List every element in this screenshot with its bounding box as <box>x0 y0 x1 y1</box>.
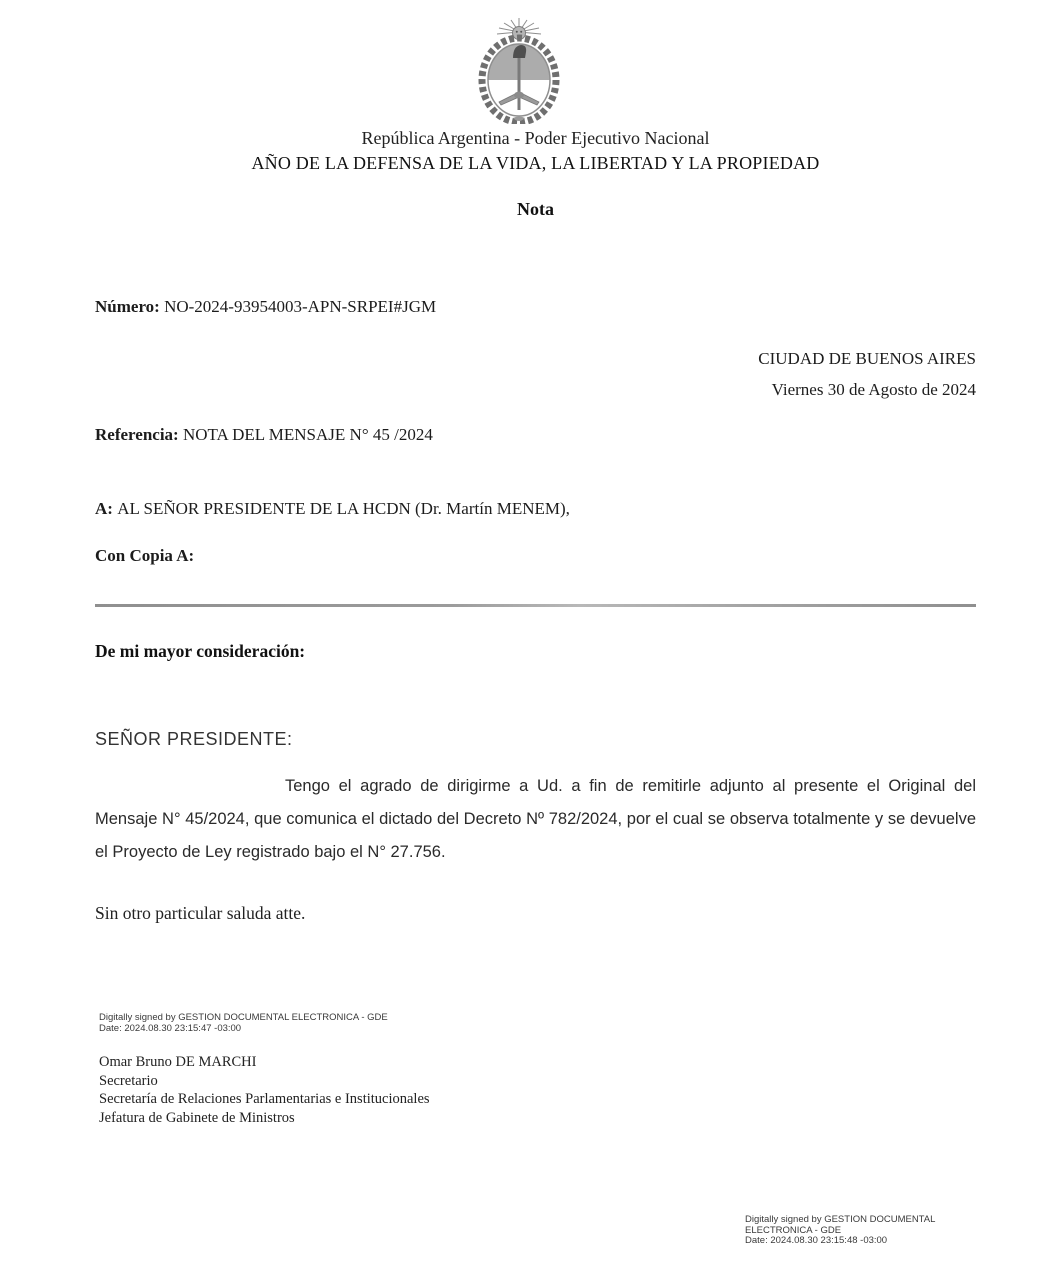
horizontal-divider <box>95 604 976 607</box>
number-row <box>95 297 976 317</box>
body-paragraph: Tengo el agrado de dirigirme a Ud. a fin de remitirle adjunto al presente el Original del Mensaje N° 45/2024, que comunica el dictado del Decreto Nº 782/2024, por el cual se observa totalmente y se devuelve el Proyecto de Ley registrado bajo el N° 27.756. <box>95 777 976 861</box>
signer-title: Secretario <box>99 1072 158 1089</box>
header-year-line: AÑO DE LA DEFENSA DE LA VIDA, LA LIBERTAD Y LA PROPIEDAD <box>251 153 820 173</box>
city-line: CIUDAD DE BUENOS AIRES <box>758 349 976 368</box>
signer-office: Secretaría de Relaciones Parlamentarias e Institucionales <box>99 1091 430 1107</box>
number-label: Número: <box>95 297 165 316</box>
addressee-heading: SEÑOR PRESIDENTE: <box>95 729 293 749</box>
addressee-row <box>95 499 976 519</box>
signer-department: Jefatura de Gabinete de Ministros <box>99 1109 295 1126</box>
reference-label: Referencia: <box>95 425 183 444</box>
argentina-coat-of-arms-icon <box>455 18 583 129</box>
signer-block <box>99 1053 430 1127</box>
header-org-line: República Argentina - Poder Ejecutivo Nacional <box>361 128 710 148</box>
document-type-title: Nota <box>517 199 554 219</box>
number-value: NO-2024-93954003-APN-SRPEI#JGM <box>164 297 437 316</box>
salutation: De mi mayor consideración: <box>95 641 306 661</box>
footer-signature-line3: Date: 2024.08.30 23:15:48 -03:00 <box>745 1235 888 1246</box>
to-value: AL SEÑOR PRESIDENTE DE LA HCDN (Dr. Martín MENEM), <box>117 499 570 518</box>
digital-signature-line1: Digitally signed by GESTION DOCUMENTAL ELECTRONICA - GDE <box>99 1012 388 1023</box>
footer-signature-line2: ELECTRONICA - GDE <box>745 1224 842 1236</box>
signer-name: Omar Bruno DE MARCHI <box>99 1054 257 1070</box>
digital-signature-stamp <box>99 1012 388 1034</box>
footer-digital-signature-stamp <box>745 1215 935 1247</box>
reference-row <box>95 425 976 445</box>
cc-label: Con Copia A: <box>95 546 195 565</box>
digital-signature-line2: Date: 2024.08.30 23:15:47 -03:00 <box>99 1023 242 1034</box>
footer-signature-line1: Digitally signed by GESTION DOCUMENTAL <box>745 1214 936 1225</box>
date-line: Viernes 30 de Agosto de 2024 <box>771 380 976 399</box>
reference-value: NOTA DEL MENSAJE N° 45 /2024 <box>182 425 433 444</box>
to-label: A: <box>95 499 118 518</box>
closing-line: Sin otro particular saluda atte. <box>95 903 306 923</box>
